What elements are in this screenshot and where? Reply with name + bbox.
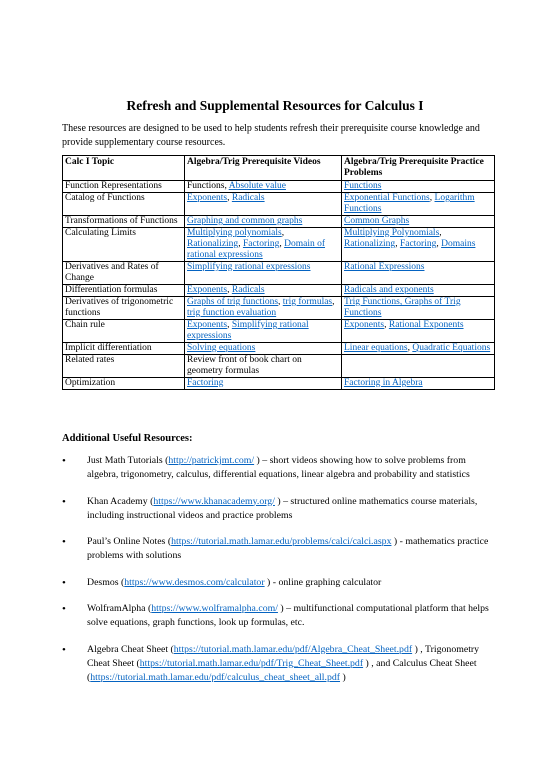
resource-link[interactable]: Radicals — [231, 193, 265, 203]
videos-cell — [185, 297, 342, 320]
resource-link[interactable]: Exponential Functions — [344, 193, 430, 203]
plain-text: Algebra Cheat Sheet ( — [87, 643, 174, 655]
plain-text: , — [281, 228, 285, 238]
resource-link[interactable]: Radicals and exponents — [344, 285, 434, 295]
resource-link[interactable]: Linear equations — [344, 343, 408, 353]
videos-cell — [185, 343, 342, 355]
videos-cell — [185, 193, 342, 216]
resource-link[interactable]: Rationalizing — [344, 239, 396, 249]
table-row — [63, 343, 495, 355]
videos-cell — [185, 320, 342, 343]
topic-cell: Optimization — [63, 378, 185, 390]
resource-link[interactable]: trig function evaluation — [187, 308, 277, 318]
resource-link[interactable]: Multiplying polynomials — [187, 228, 282, 238]
resource-link[interactable]: Domain of rational expressions — [187, 239, 326, 260]
table-row — [63, 193, 495, 216]
plain-text: , — [429, 193, 435, 203]
practice-cell — [342, 355, 495, 378]
page-title: Refresh and Supplemental Resources for Calculus I — [126, 98, 424, 113]
plain-text: , — [227, 320, 232, 330]
plain-text: , — [384, 320, 389, 330]
resource-link[interactable]: https://tutorial.math.lamar.edu/pdf/Algebra_Cheat_Sheet.pdf — [173, 643, 413, 655]
practice-cell — [342, 216, 495, 228]
resource-link[interactable]: Exponents — [187, 320, 228, 330]
resource-link[interactable]: Radicals — [231, 285, 265, 295]
topic-cell: Calculating Limits — [63, 228, 185, 262]
plain-text: ) – structured online mathematics course materials, including instructional videos and practice problems — [87, 495, 478, 521]
resource-link[interactable]: https://www.khanacademy.org/ — [153, 495, 275, 507]
videos-cell — [185, 262, 342, 285]
plain-text: ) , and Calculus Cheat Sheet ( — [87, 657, 477, 683]
resource-link[interactable]: Graphs of trig functions — [187, 297, 279, 307]
intro-paragraph: These resources are designed to be used to help students refresh their prerequisite course knowledge and provide supplementary course resources. — [62, 123, 480, 148]
table-body — [63, 181, 495, 390]
plain-text: WolframAlpha ( — [87, 603, 152, 614]
topic-cell: Differentiation formulas — [63, 285, 185, 297]
table-row — [63, 355, 495, 378]
resource-link[interactable]: https://tutorial.math.lamar.edu/problems/calci/calci.aspx — [171, 536, 392, 547]
topic-cell: Chain rule — [63, 320, 185, 343]
practice-cell — [342, 193, 495, 216]
videos-cell — [185, 378, 342, 390]
header-practice: Algebra/Trig Prerequisite Practice Problems — [342, 156, 495, 181]
resource-link[interactable]: trig formulas — [282, 297, 333, 307]
topic-cell: Derivatives of trigonometric functions — [63, 297, 185, 320]
additional-resources-list — [62, 454, 494, 697]
videos-cell — [185, 181, 342, 193]
table-header-row — [63, 156, 495, 181]
resource-link[interactable]: Factoring — [242, 239, 280, 249]
plain-text: , — [332, 297, 335, 307]
topic-cell: Related rates — [63, 355, 185, 378]
list-item — [62, 576, 494, 590]
videos-cell — [185, 355, 342, 378]
practice-cell — [342, 320, 495, 343]
plain-text: ) — [340, 671, 346, 683]
table-row — [63, 228, 495, 262]
plain-text: , — [436, 239, 442, 249]
topic-cell: Implicit differentiation — [63, 343, 185, 355]
practice-cell — [342, 228, 495, 262]
practice-cell — [342, 378, 495, 390]
resource-link[interactable]: https://www.wolframalpha.com/ — [151, 603, 278, 614]
plain-text: Paul’s Online Notes ( — [87, 536, 172, 547]
plain-text: , — [439, 228, 442, 238]
resource-link[interactable]: Rational Exponents — [388, 320, 464, 330]
resource-link[interactable]: http://patrickjmt.com/ — [168, 455, 255, 466]
resource-link[interactable]: Factoring in Algebra — [344, 378, 423, 388]
resource-link[interactable]: Logarithm Functions — [344, 193, 475, 214]
list-item — [62, 495, 494, 523]
videos-cell — [185, 285, 342, 297]
plain-text: ) , Trigonometry Cheat Sheet ( — [87, 643, 480, 669]
resource-link[interactable]: Functions — [344, 181, 382, 191]
plain-text: Khan Academy ( — [87, 495, 154, 507]
resource-link[interactable]: https://tutorial.math.lamar.edu/pdf/calculus_cheat_sheet_all.pdf — [90, 671, 341, 683]
videos-cell — [185, 216, 342, 228]
list-item — [62, 643, 494, 685]
practice-cell — [342, 343, 495, 355]
plain-text: Desmos ( — [87, 576, 125, 588]
resource-link[interactable]: Rationalizing — [187, 239, 239, 249]
table-row — [63, 297, 495, 320]
table-row — [63, 320, 495, 343]
resource-link[interactable]: Common Graphs — [344, 216, 410, 226]
resource-link[interactable]: Factoring — [187, 378, 224, 388]
table-row — [63, 181, 495, 193]
header-topic: Calc I Topic — [63, 156, 185, 181]
topic-cell: Derivatives and Rates of Change — [63, 262, 185, 285]
resource-link[interactable]: Factoring — [399, 239, 437, 249]
list-item — [62, 602, 494, 630]
videos-cell — [185, 228, 342, 262]
resource-link[interactable]: Simplifying rational expressions — [187, 262, 311, 272]
plain-text: ) – multifunctional computational platform that helps solve equations, graph functions, look up formulas, etc. — [87, 603, 489, 628]
plain-text: Functions, — [187, 181, 229, 191]
topic-cell: Transformations of Functions — [63, 216, 185, 228]
practice-cell — [342, 285, 495, 297]
additional-resources-heading: Additional Useful Resources: — [62, 433, 193, 444]
plain-text: , — [278, 297, 283, 307]
resource-link[interactable]: Absolute value — [228, 181, 286, 191]
resource-link[interactable]: https://www.desmos.com/calculator — [124, 576, 265, 588]
plain-text: ) - mathematics practice problems with solutions — [87, 536, 489, 561]
practice-cell — [342, 262, 495, 285]
plain-text: Review front of book chart on geometry formulas — [187, 355, 302, 376]
topic-cell: Catalog of Functions — [63, 193, 185, 216]
plain-text: , — [407, 343, 413, 353]
resource-link[interactable]: Exponents — [187, 193, 228, 203]
resource-link[interactable]: Exponents — [344, 320, 385, 330]
table-row — [63, 262, 495, 285]
practice-cell — [342, 181, 495, 193]
resource-link[interactable]: https://tutorial.math.lamar.edu/pdf/Trig_Cheat_Sheet.pdf — [139, 657, 364, 669]
header-videos: Algebra/Trig Prerequisite Videos — [185, 156, 342, 181]
table-row — [63, 216, 495, 228]
resource-link[interactable]: Solving equations — [187, 343, 256, 353]
resource-link[interactable]: Quadratic Equations — [412, 343, 491, 353]
plain-text: , — [227, 193, 232, 203]
plain-text: , — [238, 239, 243, 249]
resources-table — [62, 155, 495, 390]
plain-text: , — [279, 239, 285, 249]
list-item — [62, 454, 494, 482]
resource-link[interactable]: Graphing and common graphs — [187, 216, 303, 226]
plain-text: , — [227, 285, 232, 295]
resource-link[interactable]: Simplifying rational expressions — [187, 320, 309, 341]
resource-link[interactable]: Rational Expressions — [344, 262, 425, 272]
resource-link[interactable]: Domains — [441, 239, 476, 249]
table-row — [63, 285, 495, 297]
resource-link[interactable]: Multiplying Polynomials — [344, 228, 440, 238]
table-row — [63, 378, 495, 390]
plain-text: Just Math Tutorials ( — [87, 455, 169, 466]
resource-link[interactable]: Exponents — [187, 285, 228, 295]
plain-text: ) – short videos showing how to solve problems from algebra, trigonometry, calculus, differential equations, linear algebra and probability and statistics — [87, 455, 470, 480]
practice-cell — [342, 297, 495, 320]
topic-cell: Function Representations — [63, 181, 185, 193]
list-item — [62, 535, 494, 563]
plain-text: ) - online graphing calculator — [264, 576, 382, 588]
plain-text: , — [395, 239, 400, 249]
resource-link[interactable]: Trig Functions, Graphs of Trig Functions — [344, 297, 461, 318]
